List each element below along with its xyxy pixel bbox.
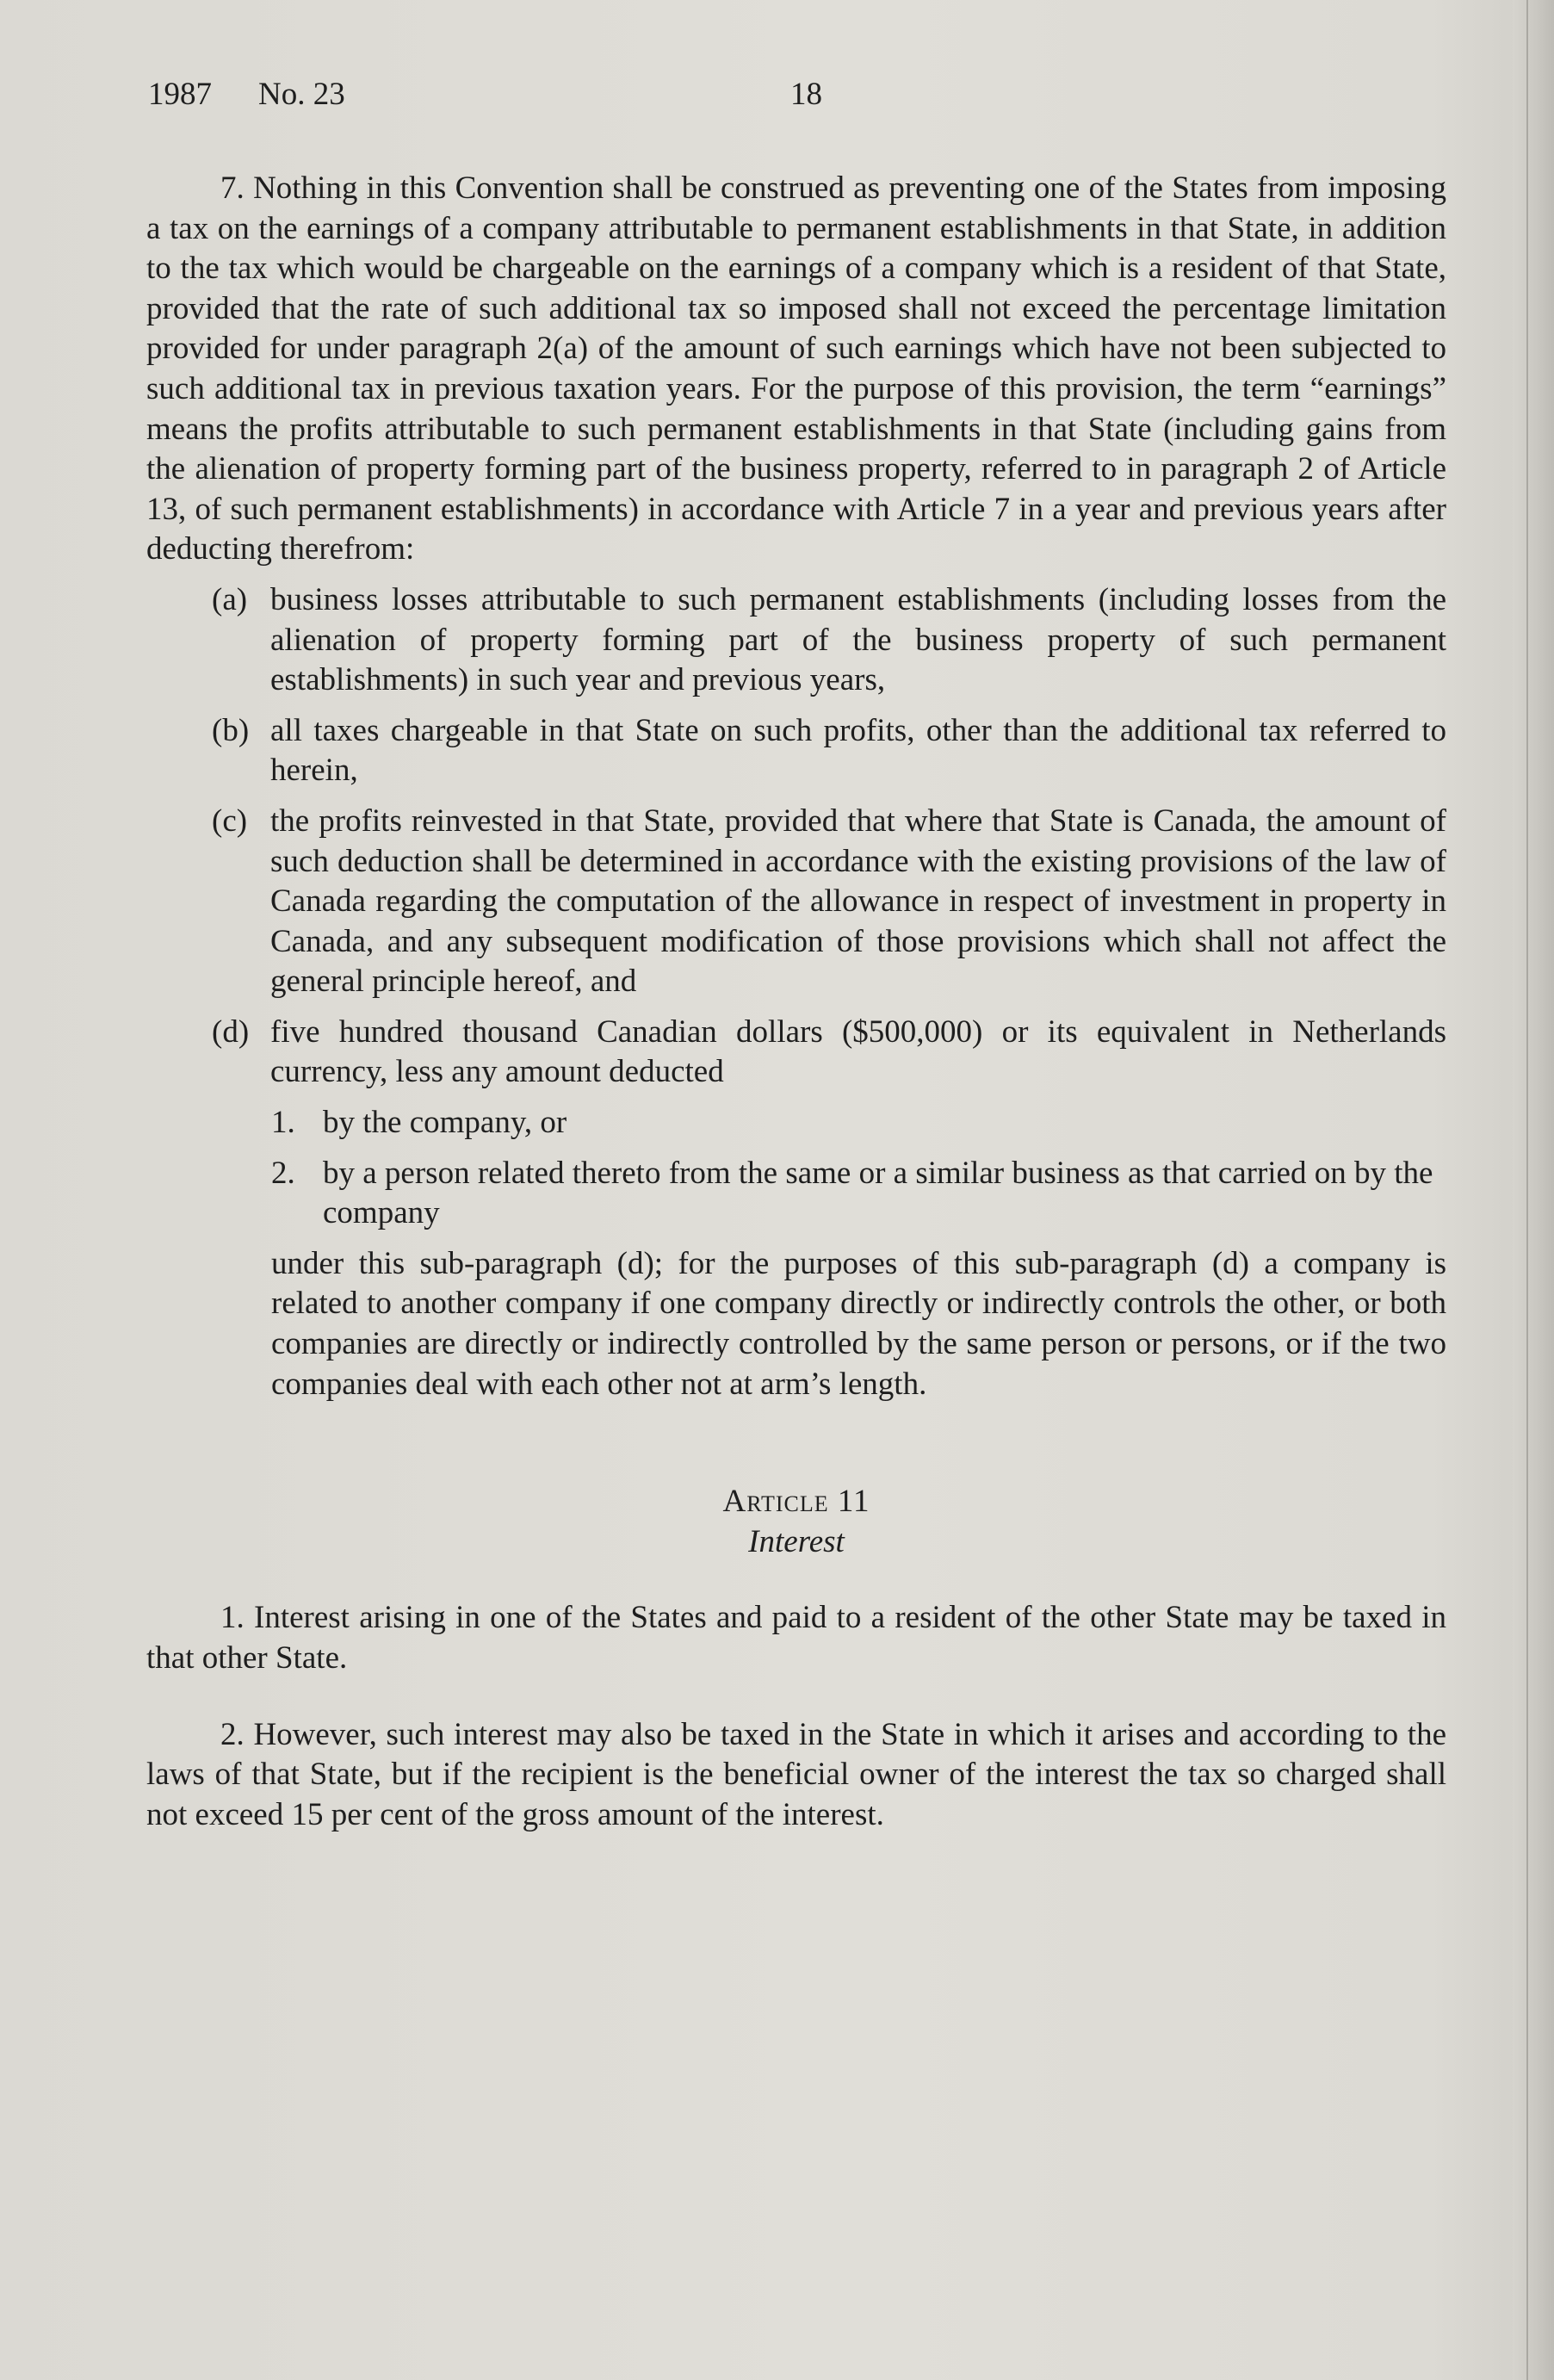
page-binding-line <box>1526 0 1528 2380</box>
running-header <box>148 76 1439 127</box>
item-text: business losses attributable to such permanent establishments (including losses from the alienation of property forming part of the business property of such permanent establishments) in such year and previous years, <box>270 581 1446 698</box>
subitem-label: 1. <box>271 1105 295 1141</box>
subitem-label: 2. <box>271 1155 295 1191</box>
article-title: Interest <box>748 1523 845 1559</box>
subitem-text: by the company, or <box>323 1105 567 1141</box>
item-c <box>146 802 1446 1002</box>
item-label: (d) <box>212 1013 250 1050</box>
article-heading <box>146 1482 1446 1562</box>
header-number: No. 23 <box>258 77 345 112</box>
article-number: Article 11 <box>722 1484 870 1520</box>
item-label: (b) <box>212 712 250 748</box>
page-body <box>146 169 1446 1835</box>
item-text: all taxes chargeable in that State on such profits, other than the additional tax referred to herein, <box>270 712 1446 789</box>
item-text: the profits reinvested in that State, provided that where that State is Canada, the amount of such deduction shall be determined in accordance with the existing provisions of the law of Canada regarding the computation of the allowance in respect of investment in property in Canada, and any subsequent modification of those provisions which shall not affect the general principle hereof, and <box>270 803 1446 1000</box>
item-d <box>146 1013 1446 1093</box>
article-paragraph-2: 2. However, such interest may also be taxed in the State in which it arises and according to the laws of that State, but if the recipient is the beneficial owner of the interest the tax so charged shall not exceed 15 per cent of the gross amount of the interest. <box>146 1716 1446 1832</box>
article-paragraph-1: 1. Interest arising in one of the States and paid to a resident of the other State may be taxed in that other State. <box>146 1600 1446 1676</box>
item-label: (a) <box>212 581 248 617</box>
item-label: (c) <box>212 803 248 839</box>
sub-paragraph-d-closing: under this sub-paragraph (d); for the purposes of this sub-paragraph (d) a company is related to another company if one company directly or indirectly controls the other, or both companies are directly or indirectly controlled by the same person or persons, or if the two companies deal with each other not at arm’s length. <box>271 1245 1446 1402</box>
page-binding-edge <box>1513 0 1554 2380</box>
item-text: five hundred thousand Canadian dollars ($500,000) or its equivalent in Netherlands currency, less any amount deducted <box>270 1013 1446 1090</box>
header-year: 1987 <box>148 77 212 112</box>
item-a <box>146 580 1446 701</box>
page-number: 18 <box>790 77 822 112</box>
subitem-1 <box>146 1103 1446 1144</box>
paragraph-7-intro: 7. Nothing in this Convention shall be construed as preventing one of the States from imposing a tax on the earnings of a company attributable to permanent establishments in that State, in addition to the tax which would be chargeable on the earnings of a company which is a resident of that State, provided that the rate of such additional tax so imposed shall not exceed the percentage limitation provided for under paragraph 2(a) of the amount of such earnings which have not been subjected to such additional tax in previous taxation years. For the purpose of this provision, the term “earnings” means the profits attributable to such permanent establishments in that State (including gains from the alienation of property forming part of the business property, referred to in paragraph 2 of Article 13, of such permanent establishments) in accordance with Article 7 in a year and previous years after deducting therefrom: <box>146 170 1446 567</box>
subitem-text: by a person related thereto from the same or a similar business as that carried on by the company <box>323 1155 1433 1231</box>
item-b <box>146 711 1446 791</box>
subitem-2 <box>146 1154 1446 1234</box>
